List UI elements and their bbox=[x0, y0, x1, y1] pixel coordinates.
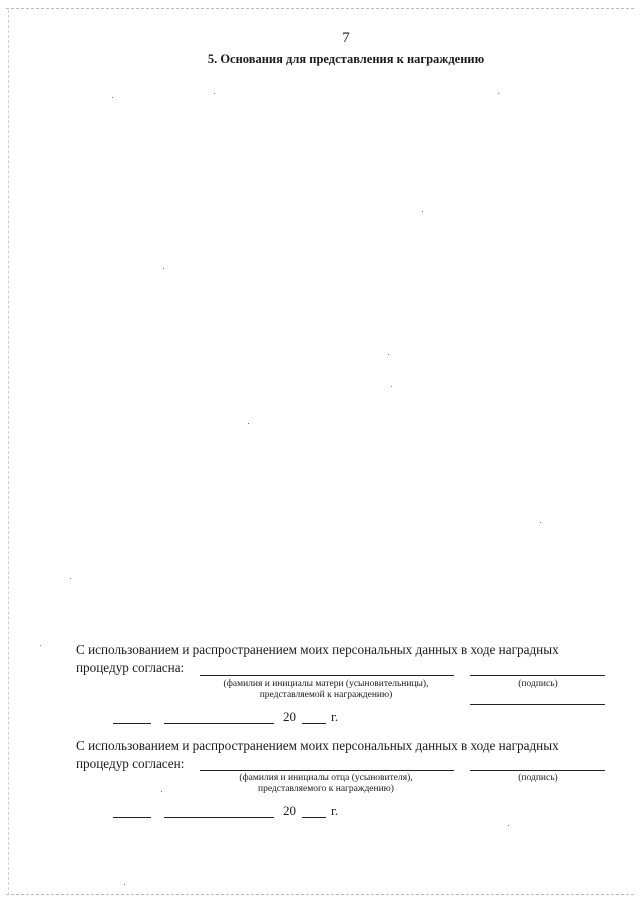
father-consent-text bbox=[76, 737, 616, 773]
mother-month-line[interactable] bbox=[164, 723, 274, 724]
scan-speck bbox=[161, 791, 162, 792]
father-day-line[interactable] bbox=[113, 817, 151, 818]
father-signature-caption: (подпись) bbox=[518, 773, 558, 783]
scan-speck bbox=[163, 268, 164, 269]
mother-signature-caption: (подпись) bbox=[518, 679, 558, 689]
scan-speck bbox=[422, 211, 423, 212]
father-name-line[interactable] bbox=[200, 770, 454, 771]
mother-consent-line1: С использованием и распространением моих персональных данных в ходе наградных bbox=[76, 642, 559, 657]
father-year-suffix: г. bbox=[331, 803, 339, 818]
mother-consent-line2: процедур согласна: bbox=[76, 660, 185, 675]
mother-year-prefix: 20 bbox=[283, 709, 296, 724]
father-year-line[interactable] bbox=[302, 817, 326, 818]
mother-consent-text bbox=[76, 641, 616, 677]
page-number: 7 bbox=[342, 30, 350, 46]
father-name-caption-line1: (фамилия и инициалы отца (усыновителя), bbox=[239, 773, 413, 783]
father-name-caption-line2: представляемого к награждению) bbox=[258, 784, 394, 794]
father-name-caption bbox=[196, 773, 456, 795]
father-year-prefix: 20 bbox=[283, 803, 296, 818]
page-border-left bbox=[8, 10, 9, 895]
father-signature-line[interactable] bbox=[470, 770, 605, 771]
scan-speck bbox=[388, 354, 389, 355]
mother-extra-line bbox=[470, 704, 605, 705]
scan-speck bbox=[540, 522, 541, 523]
mother-day-line[interactable] bbox=[113, 723, 151, 724]
page-border-bottom bbox=[6, 894, 634, 895]
scan-speck bbox=[70, 578, 71, 579]
father-month-line[interactable] bbox=[164, 817, 274, 818]
scan-speck bbox=[498, 93, 499, 94]
mother-year-suffix: г. bbox=[331, 709, 339, 724]
scan-speck bbox=[391, 386, 392, 387]
mother-name-caption-line2: представляемой к награждению) bbox=[259, 690, 393, 700]
scan-speck bbox=[214, 93, 215, 94]
scan-speck bbox=[112, 97, 113, 98]
page-border-top bbox=[6, 8, 634, 9]
mother-name-caption-line1: (фамилия и инициалы матери (усыновительницы), bbox=[223, 679, 429, 689]
mother-name-line[interactable] bbox=[200, 675, 454, 676]
mother-signature-line[interactable] bbox=[470, 675, 605, 676]
father-consent-line2: процедур согласен: bbox=[76, 756, 185, 771]
father-consent-line1: С использованием и распространением моих персональных данных в ходе наградных bbox=[76, 738, 559, 753]
scan-speck bbox=[40, 645, 41, 646]
section-title: 5. Основания для представления к награждению bbox=[207, 52, 485, 66]
mother-year-line[interactable] bbox=[302, 723, 326, 724]
scan-speck bbox=[508, 825, 509, 826]
scan-speck bbox=[248, 423, 249, 424]
scan-speck bbox=[124, 884, 125, 885]
mother-name-caption bbox=[196, 679, 456, 701]
